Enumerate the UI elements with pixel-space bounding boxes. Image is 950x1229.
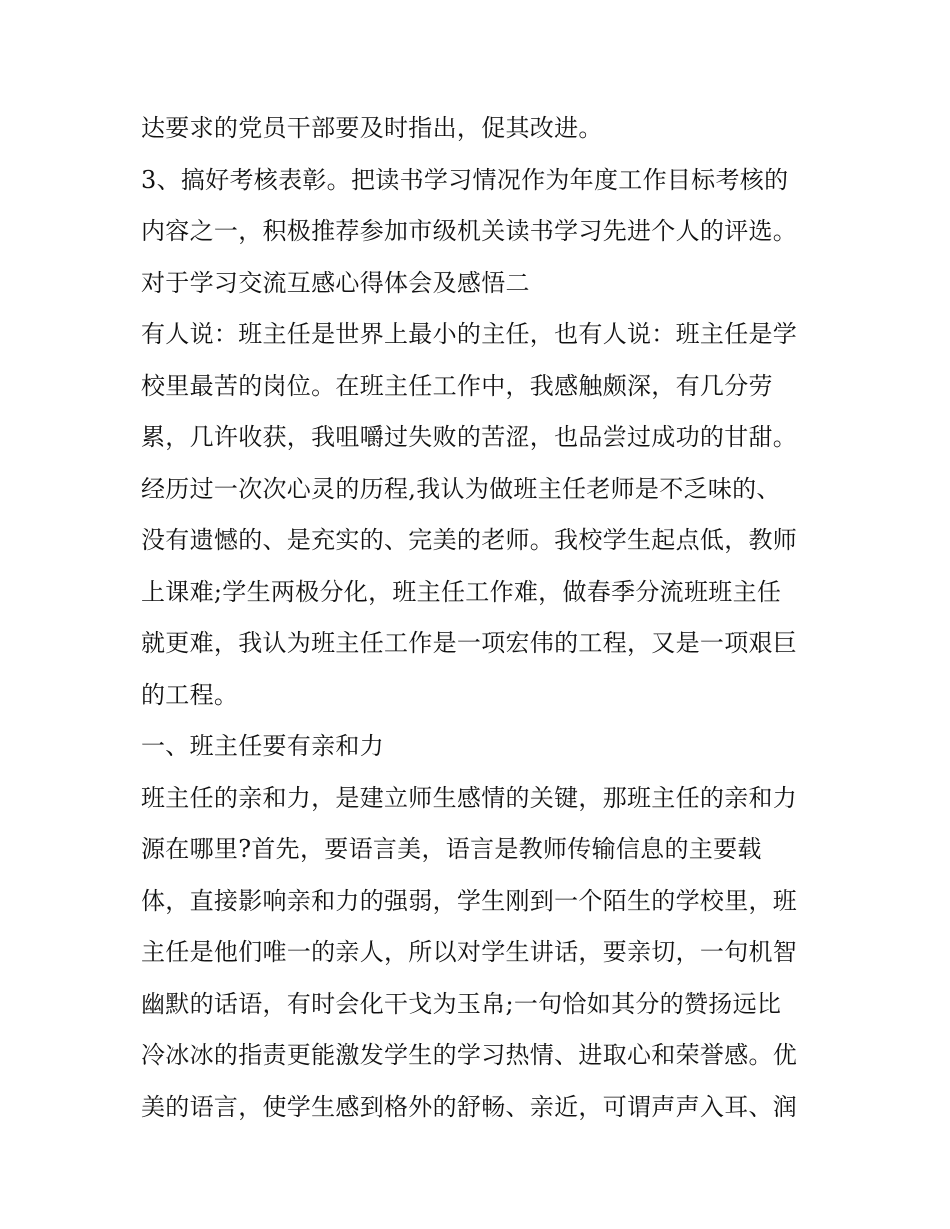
text-line: 班主任的亲和力，是建立师生感情的关键，那班主任的亲和力 <box>141 783 798 812</box>
section-heading: 对于学习交流互感心得体会及感悟二 <box>141 268 530 297</box>
text-line: 经历过一次次心灵的历程,我认为做班主任老师是不乏味的、 <box>141 474 781 503</box>
text-line: 的工程。 <box>141 680 239 709</box>
text-line: 源在哪里?首先，要语言美，语言是教师传输信息的主要载 <box>141 835 762 863</box>
text-line: 累，几许收获，我咀嚼过失败的苦涩，也品尝过成功的甘甜。 <box>141 423 798 451</box>
text-line: 达要求的党员干部要及时指出，促其改进。 <box>141 114 603 142</box>
text-line: 没有遗憾的、是充实的、完美的老师。我校学生起点低，教师 <box>141 526 798 554</box>
text-line: 体，直接影响亲和力的强弱，学生刚到一个陌生的学校里，班 <box>141 886 798 915</box>
subsection-heading: 一、班主任要有亲和力 <box>141 732 384 760</box>
document-body <box>141 103 821 1133</box>
text-line: 主任是他们唯一的亲人，所以对学生讲话，要亲切，一句机智 <box>141 938 798 966</box>
text-line: 美的语言，使学生感到格外的舒畅、亲近，可谓声声入耳、润 <box>141 1092 798 1121</box>
text-line: 3、搞好考核表彰。把读书学习情况作为年度工作目标考核的 <box>141 165 789 194</box>
text-line: 冷冰冰的指责更能激发学生的学习热情、进取心和荣誉感。优 <box>141 1041 798 1069</box>
text-line: 上课难;学生两极分化，班主任工作难，做春季分流班班主任 <box>141 577 782 606</box>
text-line: 内容之一，积极推荐参加市级机关读书学习先进个人的评选。 <box>141 217 798 245</box>
text-line: 校里最苦的岗位。在班主任工作中，我感触颇深，有几分劳 <box>141 371 773 400</box>
text-line: 有人说：班主任是世界上最小的主任，也有人说：班主任是学 <box>141 320 798 348</box>
text-line: 就更难，我认为班主任工作是一项宏伟的工程，又是一项艰巨 <box>141 629 798 657</box>
text-line: 幽默的话语，有时会化干戈为玉帛;一句恰如其分的赞扬远比 <box>141 989 782 1018</box>
